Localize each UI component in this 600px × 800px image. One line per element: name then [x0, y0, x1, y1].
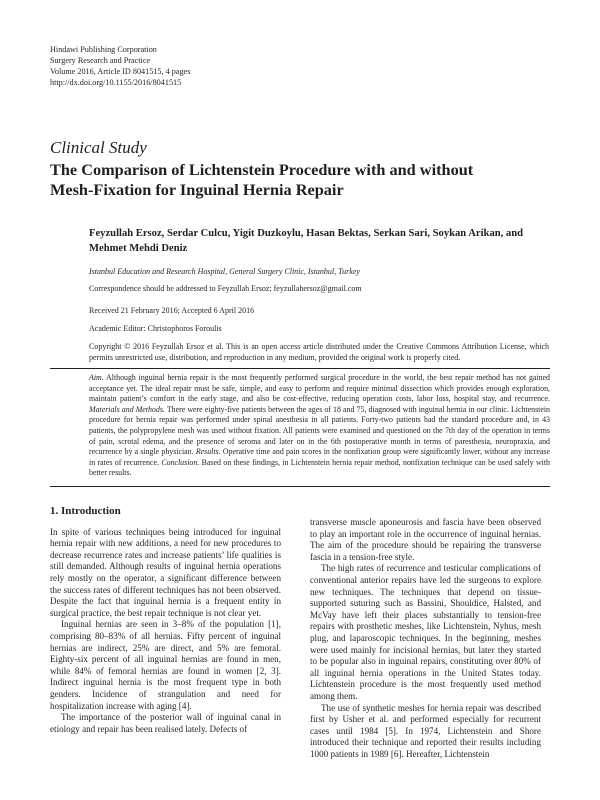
- abstract-top-rule: [50, 368, 550, 369]
- abstract-bottom-rule: [50, 486, 550, 487]
- aim-label: Aim.: [89, 373, 104, 382]
- journal-name: Surgery Research and Practice: [50, 56, 151, 65]
- author-list: Feyzullah Ersoz, Serdar Culcu, Yigit Duzkoylu, Hasan Bektas, Serkan Sari, Soykan Arikan, and Mehmet Mehdi Deniz: [89, 228, 524, 254]
- paragraph: The high rates of recurrence and testicular complications of conventional anterior repairs have led the surgeons to explore new techniques. The techniques that depend on tissue-supported suturing such as Bassini, Shouldice, Halsted, and McVay have left their places substantially to tension-free repairs with prosthetic meshes, like Lichtenstein, Nyhus, mesh plug, and laparoscopic techniques. In the beginning, meshes were used mainly for incisional hernias, but later they started to be popular also in inguinal repairs, constituting over 80% of all inguinal hernia operations in the United States today. Lichtenstein procedure is the most frequently used method among them.: [310, 563, 541, 701]
- paragraph: In spite of various techniques being introduced for inguinal hernia repair with new additions, a need for new procedures to decrease recurrence rates and increase patients’ life qualities is still demanded. Although results of inguinal hernia operations rely mostly on the operator, a significant difference between the success rates of different techniques has not been observed. Despite the fact that inguinal hernia is a frequent entity in surgical practice, the best repair technique is not clear yet.: [50, 526, 281, 618]
- academic-editor: Academic Editor: Christophoros Foroulis: [89, 324, 222, 333]
- section-heading: 1. Introduction: [50, 505, 121, 517]
- aim-text: Although inguinal hernia repair is the most frequently performed surgical procedure in the world, the best repair method has not gained acceptance yet. The ideal repair must be safe, simple, and easy to perform and require minimal dissection which provides enough exploration, maintain patient’s comfort in the early stage, and also be cost-effective, reducing operation costs, labor loss, hospital stay, and recurrence.: [89, 373, 550, 404]
- conclusion-text: Based on these findings, in Lichtenstein hernia repair method, nonfixation technique can be used safely with better results.: [89, 457, 550, 478]
- paragraph: The importance of the posterior wall of inguinal canal in etiology and repair has been realised lately. Defects of: [50, 712, 281, 734]
- article-type: Clinical Study: [50, 138, 147, 157]
- results-label: Results.: [195, 447, 221, 457]
- publisher: Hindawi Publishing Corporation: [50, 45, 157, 54]
- received-accepted-dates: Received 21 February 2016; Accepted 6 April 2016: [89, 306, 255, 315]
- conclusion-label: Conclusion.: [161, 457, 200, 467]
- methods-label: Materials and Methods.: [89, 404, 165, 414]
- paragraph: The use of synthetic meshes for hernia repair was described first by Usher et al. and performed especially for recurrent cases until 1984 [5]. In 1974, Lichtenstein and Shore introduced their technique and reported their results including 1000 patients in 1989 [6]. Hereafter, Lichtenstein: [310, 702, 541, 759]
- paragraph: Inguinal hernias are seen in 3–8% of the population [1], comprising 80–83% of all hernias. Fifty percent of inguinal hernias are indirect, 25% are direct, and 5% are femoral. Eighty-six percent of all inguinal hernias are found in men, while 84% of femoral hernias are found in women [2, 3]. Indirect inguinal hernia is the most frequent type in both genders. Incidence of strangulation and need for hospitalization increase with aging [4].: [50, 619, 281, 711]
- journal-header: [50, 44, 190, 88]
- doi-link[interactable]: http://dx.doi.org/10.1155/2016/8041515: [50, 78, 182, 87]
- methods-text: There were eighty-five patients between the ages of 18 and 75, diagnosed with inguinal hernia in our clinic. Lichtenstein procedure for hernia repair was performed under spinal anesthesia in all patients. Forty-two patients had the standard procedure and, in 43 patients, the polypropylene mesh was used without fixation. All patients were examined and questioned on the 7th day of the operation in terms of pain, scrotal edema, and the presence of seroma and later on in the 6th postoperative month in terms of paresthesia, neuropraxia, and recurrence by a single physician.: [89, 404, 550, 457]
- results-text: Operative time and pain scores in the nonfixation group were significantly lower, without any increase in rates of recurrence.: [89, 447, 550, 467]
- abstract: [89, 373, 550, 479]
- body-column-right: [310, 517, 541, 760]
- paragraph: transverse muscle aponeurosis and fascia have been observed to play an important role in the occurrence of inguinal hernias. The aim of the procedure should be repairing the transverse fascia in a tension-free style.: [310, 517, 541, 562]
- correspondence: Correspondence should be addressed to Feyzullah Ersoz; feyzullahersoz@gmail.com: [89, 284, 362, 293]
- volume-info: Volume 2016, Article ID 8041515, 4 pages: [50, 67, 191, 76]
- article-title: The Comparison of Lichtenstein Procedure with and without Mesh-Fixation for Inguinal Hernia Repair: [50, 160, 474, 199]
- affiliation: Istanbul Education and Research Hospital, General Surgery Clinic, Istanbul, Turkey: [89, 267, 360, 276]
- copyright-notice: Copyright © 2016 Feyzullah Ersoz et al. This is an open access article distributed under the Creative Commons Attribution License, which permits unrestricted use, distribution, and reproduction in any medium, provided the original work is properly cited.: [89, 342, 549, 362]
- body-column-left: [50, 506, 281, 735]
